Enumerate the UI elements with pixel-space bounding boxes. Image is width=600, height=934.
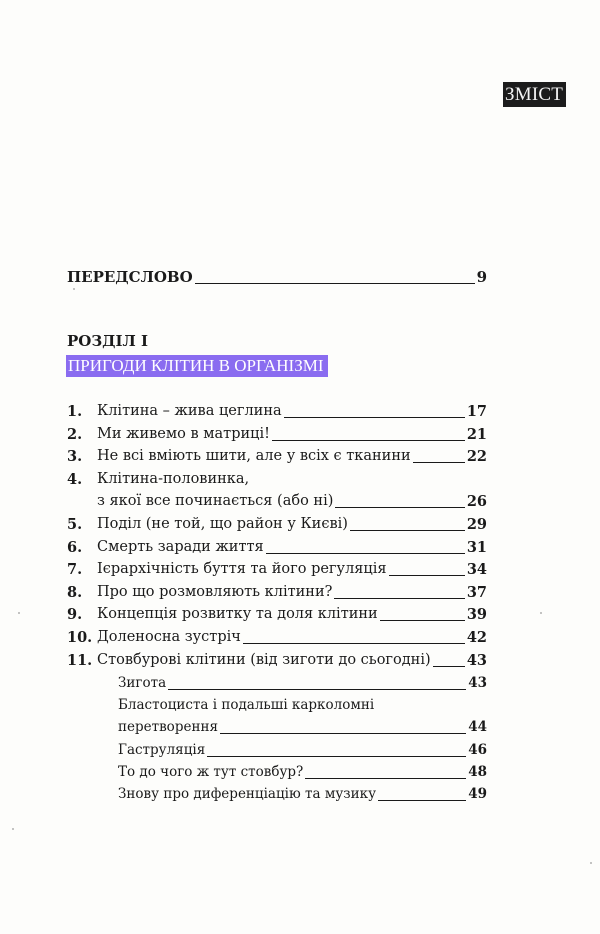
toc-subentry-title: Зигота	[118, 675, 167, 691]
toc-entry-page: 31	[466, 539, 487, 556]
toc-entry-page: 21	[466, 426, 487, 443]
toc-entry-number: 7.	[67, 561, 83, 578]
toc-entry-number: 5.	[67, 516, 83, 533]
scan-speck	[73, 288, 75, 290]
toc-entry-page: 17	[466, 403, 487, 420]
leader-line	[168, 689, 466, 690]
toc-entry[interactable]	[67, 538, 487, 557]
toc-subentry-page: 49	[468, 786, 487, 802]
toc-entry-number: 6.	[67, 539, 83, 556]
toc-subentry-page: 43	[468, 675, 487, 691]
toc-subentry-title-line1: Бластоциста і подальші карколомні	[118, 697, 375, 713]
toc-entry[interactable]	[67, 605, 487, 624]
scan-speck	[18, 612, 20, 614]
toc-subentry-page: 44	[468, 719, 487, 735]
toc-subentry-title: Знову про диференціацію та музику	[118, 786, 377, 802]
scan-speck	[590, 862, 592, 864]
toc-subentry[interactable]	[118, 763, 487, 782]
section-title: ПРИГОДИ КЛІТИН В ОРГАНІЗМІ	[66, 355, 328, 377]
toc-entry[interactable]	[97, 492, 487, 511]
contents-tag: ЗМІСТ	[503, 82, 566, 107]
leader-line	[380, 620, 465, 621]
leader-line	[350, 530, 465, 531]
toc-entry-title: Стовбурові клітини (від зиготи до сьогодні)	[97, 652, 431, 668]
toc-entry-page: 26	[466, 493, 487, 510]
toc-entry-title: з якої все починається (або ні)	[97, 493, 334, 509]
toc-entry-number: 9.	[67, 606, 83, 623]
toc-subentry-page: 46	[468, 742, 487, 758]
leader-line	[335, 507, 464, 508]
toc-entry-page: 29	[466, 516, 487, 533]
toc-entry-number: 4.	[67, 471, 83, 488]
toc-entry-page: 42	[466, 629, 487, 646]
toc-entry[interactable]	[67, 447, 487, 466]
toc-entry[interactable]	[67, 651, 487, 670]
toc-entry-number: 3.	[67, 448, 83, 465]
toc-entry-number: 11.	[67, 652, 93, 669]
toc-subentry-line1	[118, 696, 487, 715]
toc-subentry-page: 48	[468, 764, 487, 780]
toc-entry-number: 10.	[67, 629, 93, 646]
toc-entry[interactable]	[67, 583, 487, 602]
toc-entry-page: 39	[466, 606, 487, 623]
toc-entry-page: 43	[466, 652, 487, 669]
leader-line	[220, 733, 466, 734]
toc-entry[interactable]	[67, 425, 487, 444]
toc-entry[interactable]	[67, 515, 487, 534]
toc-entry-number: 8.	[67, 584, 83, 601]
leader-line	[207, 756, 466, 757]
leader-line	[433, 666, 465, 667]
leader-line	[334, 598, 464, 599]
toc-subentry-title: То до чого ж тут стовбур?	[118, 764, 304, 780]
toc-entry[interactable]	[67, 560, 487, 579]
leader-line	[284, 417, 465, 418]
toc-subentry[interactable]	[118, 785, 487, 804]
toc-entry-title: Доленосна зустріч	[97, 629, 241, 645]
toc-entry-preface[interactable]	[67, 268, 487, 287]
leader-line	[243, 643, 465, 644]
toc-entry-title-line1: Клітина-половинка,	[97, 471, 250, 487]
toc-entry-page: 22	[466, 448, 487, 465]
toc-entry-title: Концепція розвитку та доля клітини	[97, 606, 378, 622]
toc-entry-title: Смерть заради життя	[97, 539, 264, 555]
toc-subentry[interactable]	[118, 674, 487, 693]
toc-subentry-title: перетворення	[118, 719, 218, 735]
toc-entry[interactable]	[67, 628, 487, 647]
toc-entry-title: ПЕРЕДСЛОВО	[67, 268, 193, 286]
toc-entry-title: Клітина – жива цеглина	[97, 403, 282, 419]
toc-entry-page: 34	[466, 561, 487, 578]
toc-entry-title: Ієрархічність буття та його регуляція	[97, 561, 387, 577]
leader-line	[266, 553, 465, 554]
leader-line	[413, 462, 465, 463]
leader-line	[378, 800, 466, 801]
toc-entry-title: Не всі вміють шити, але у всіх є тканини	[97, 448, 411, 464]
toc-subentry[interactable]	[118, 741, 487, 760]
scan-speck	[12, 828, 14, 830]
toc-entry-title: Про що розмовляють клітини?	[97, 584, 333, 600]
toc-subentry-title: Гаструляція	[118, 742, 206, 758]
toc-entry-page: 9	[476, 268, 487, 286]
section-label: РОЗДІЛ І	[67, 332, 149, 350]
toc-entry-number: 2.	[67, 426, 83, 443]
scan-speck	[540, 612, 542, 614]
toc-entry-title: Ми живемо в матриці!	[97, 426, 270, 442]
toc-entry-title: Поділ (не той, що район у Києві)	[97, 516, 348, 532]
toc-entry-line1	[67, 470, 487, 489]
toc-entry-number: 1.	[67, 403, 83, 420]
toc-entry-page: 37	[466, 584, 487, 601]
leader-line	[389, 575, 465, 576]
leader-line	[305, 778, 466, 779]
toc-entry[interactable]	[67, 402, 487, 421]
leader-line	[195, 283, 475, 284]
toc-subentry[interactable]	[118, 718, 487, 737]
leader-line	[272, 440, 465, 441]
